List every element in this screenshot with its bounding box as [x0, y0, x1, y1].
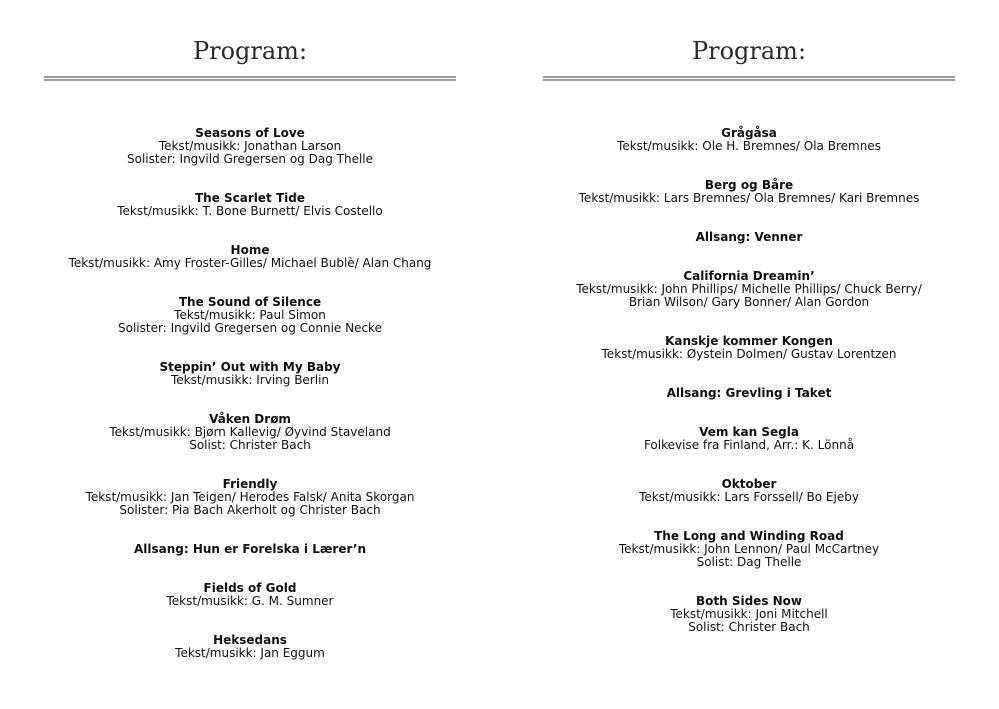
program-item	[24, 127, 476, 166]
program-item	[24, 634, 476, 660]
song-title: Oktober	[721, 477, 777, 491]
program-item	[24, 192, 476, 218]
song-title: Seasons of Love	[195, 126, 305, 140]
credit-line: Tekst/musikk: John Phillips/ Michelle Phillips/ Chuck Berry/	[576, 282, 922, 296]
program-item	[24, 244, 476, 270]
credit-line: Tekst/musikk: Amy Froster-Gilles/ Michael Bublè/ Alan Chang	[68, 256, 432, 270]
song-title: Home	[230, 243, 270, 257]
song-title: Kanskje kommer Kongen	[665, 334, 833, 348]
program-item	[24, 296, 476, 335]
program-item	[523, 270, 975, 309]
program-item	[523, 231, 975, 244]
program-item	[523, 179, 975, 205]
credit-line: Tekst/musikk: Jonathan Larson	[158, 139, 342, 153]
credit-line: Tekst/musikk: Paul Simon	[174, 308, 326, 322]
program-item	[24, 413, 476, 452]
soloist-line: Solister: Ingvild Gregersen og Dag Thelle	[126, 152, 374, 166]
song-title: Berg og Båre	[704, 178, 794, 192]
song-title: Fields of Gold	[203, 581, 297, 595]
soloist-line: Solist: Dag Thelle	[696, 555, 802, 569]
program-item	[523, 127, 975, 153]
credit-line: Tekst/musikk: Jan Eggum	[175, 646, 325, 660]
program-item	[24, 361, 476, 387]
credit-line: Tekst/musikk: Joni Mitchell	[670, 607, 828, 621]
soloist-line: Solister: Ingvild Gregersen og Connie Necke	[118, 321, 382, 335]
title-divider	[543, 76, 955, 81]
song-title: Both Sides Now	[695, 594, 803, 608]
credit-line: Tekst/musikk: Irving Berlin	[170, 373, 330, 387]
credit-line: Tekst/musikk: John Lennon/ Paul McCartney	[618, 542, 880, 556]
song-title: Allsang: Venner	[695, 230, 803, 244]
credit-line: Tekst/musikk: Øystein Dolmen/ Gustav Lorentzen	[601, 347, 897, 361]
song-title: The Sound of Silence	[178, 295, 322, 309]
page-title: Program:	[691, 37, 807, 65]
program-item	[24, 543, 476, 556]
credit-line: Tekst/musikk: T. Bone Burnett/ Elvis Costello	[117, 204, 383, 218]
program-item	[523, 530, 975, 569]
song-title: Heksedans	[213, 633, 287, 647]
song-title: Allsang: Hun er Forelska i Lærer’n	[133, 542, 367, 556]
left-program-page	[44, 0, 456, 709]
credit-line: Tekst/musikk: Ole H. Bremnes/ Ola Bremnes	[617, 139, 881, 153]
song-title: Friendly	[222, 477, 278, 491]
page-title: Program:	[192, 37, 308, 65]
song-title: Våken Drøm	[209, 412, 291, 426]
song-title: Grågåsa	[721, 126, 777, 140]
credit-line: Tekst/musikk: Lars Bremnes/ Ola Bremnes/ Kari Bremnes	[578, 191, 920, 205]
program-item	[523, 335, 975, 361]
right-program-page	[543, 0, 955, 709]
song-title: Allsang: Grevling i Taket	[666, 386, 832, 400]
program-item	[523, 595, 975, 634]
credit-line: Tekst/musikk: Jan Teigen/ Herodes Falsk/ Anita Skorgan	[85, 490, 415, 504]
program-item	[24, 478, 476, 517]
program-item	[523, 426, 975, 452]
song-title: Vem kan Segla	[699, 425, 799, 439]
credit-line: Folkevise fra Finland, Arr.: K. Lönnå	[643, 438, 855, 452]
song-title: The Long and Winding Road	[654, 529, 844, 543]
program-item	[523, 387, 975, 400]
credit-line: Brian Wilson/ Gary Bonner/ Alan Gordon	[628, 295, 870, 309]
song-title: California Dreamin’	[683, 269, 815, 283]
program-item	[24, 582, 476, 608]
title-divider	[44, 76, 456, 81]
credit-line: Tekst/musikk: G. M. Sumner	[166, 594, 334, 608]
credit-line: Tekst/musikk: Lars Forssell/ Bo Ejeby	[639, 490, 859, 504]
credit-line: Tekst/musikk: Bjørn Kallevig/ Øyvind Staveland	[109, 425, 391, 439]
soloist-line: Solist: Christer Bach	[688, 620, 810, 634]
song-title: The Scarlet Tide	[194, 191, 305, 205]
song-title: Steppin’ Out with My Baby	[159, 360, 341, 374]
soloist-line: Solister: Pia Bach Akerholt og Christer Bach	[119, 503, 381, 517]
program-item	[523, 478, 975, 504]
soloist-line: Solist: Christer Bach	[189, 438, 311, 452]
